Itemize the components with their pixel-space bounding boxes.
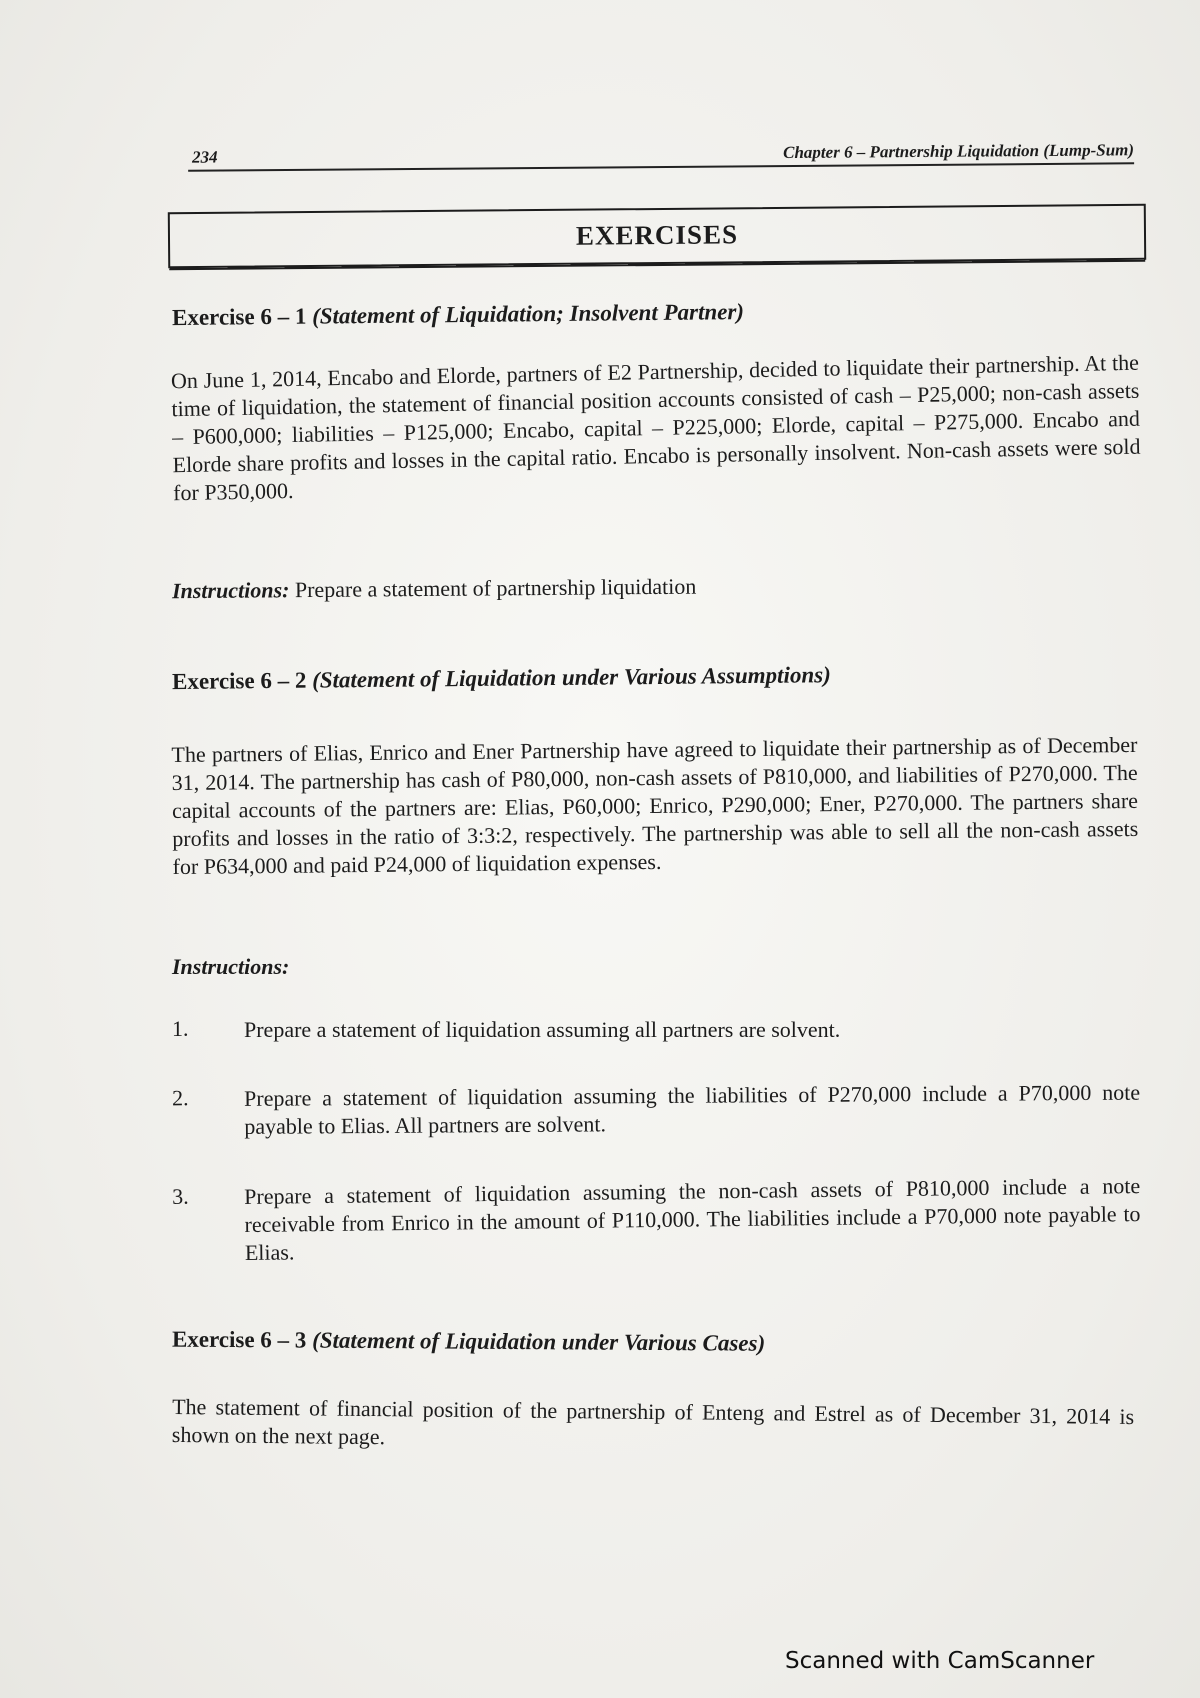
exercise-1-body <box>171 349 1142 508</box>
exercise-2-subtitle: (Statement of Liquidation under Various Assumptions) <box>311 662 831 693</box>
exercise-2-instructions-label: Instructions: <box>172 954 290 979</box>
exercise-3-title: Exercise 6 – 3 <box>171 1326 307 1353</box>
exercises-banner <box>168 204 1146 269</box>
exercise-1-paragraph: On June 1, 2014, Encabo and Elorde, partners of E2 Partnership, decided to liquidate their partnership. At the time of liquidation, the statement of financial position accounts consisted of cash – P25,000; non-cash assets – P600,000; liabilities – P125,000; Encabo, capital – P225,000; Elorde, capital – P275,000. Encabo and Elorde share profits and losses in the capital ratio. Encabo is personally insolvent. Non-cash assets were sold for P350,000. <box>170 349 1141 506</box>
exercise-2-title: Exercise 6 – 2 <box>171 667 307 695</box>
exercise-1-instructions-label: Instructions: <box>171 577 290 604</box>
list-item-number: 3. <box>172 1183 189 1209</box>
exercise-3-subtitle: (Statement of Liquidation under Various Cases) <box>312 1327 766 1356</box>
list-item <box>172 1172 1141 1266</box>
exercise-1-title: Exercise 6 – 1 <box>171 303 307 331</box>
exercise-1-heading <box>172 295 1140 331</box>
exercise-2-body <box>171 731 1138 881</box>
page-number: 234 <box>191 147 218 167</box>
exercise-2-paragraph: The partners of Elias, Enrico and Ener Partnership have agreed to liquidate their partnership as of December 31, 2014. The partnership has cash of P80,000, non-cash assets of P810,000, and liabilities of P270,000. The capital accounts of the partners are: Elias, P60,000; Enrico, P290,000; Ener, P270,000. The partners share profits and losses in the ratio of 3:3:2, respectively. The partnership was able to sell all the non-cash assets for P634,000 and paid P24,000 of liquidation expenses. <box>171 731 1139 880</box>
exercise-1-instructions <box>172 570 1140 604</box>
list-item-text: Prepare a statement of liquidation assuming the liabilities of P270,000 include a P70,000 note payable to Elias. All partners are solvent. <box>244 1079 1141 1139</box>
list-item-text: Prepare a statement of liquidation assuming all partners are solvent. <box>244 1017 841 1042</box>
exercise-2-heading <box>172 659 1140 695</box>
exercise-3-heading <box>172 1327 1140 1360</box>
page-header <box>188 126 1134 171</box>
exercises-heading: EXERCISES <box>575 219 739 251</box>
exercise-3-body <box>172 1393 1135 1459</box>
list-item-number: 2. <box>172 1085 189 1111</box>
exercise-1-subtitle: (Statement of Liquidation; Insolvent Partner) <box>311 299 745 329</box>
exercise-3-paragraph: The statement of financial position of the partnership of Enteng and Estrel as of December 31, 2014 is shown on the next page. <box>171 1393 1135 1450</box>
list-item-number: 1. <box>172 1016 189 1041</box>
exercise-2-instructions <box>172 954 1140 980</box>
list-item-text: Prepare a statement of liquidation assuming the non-cash assets of P810,000 include a note receivable from Enrico in the amount of P110,000. The liabilities include a P70,000 note payable to Elias. <box>244 1173 1141 1266</box>
scanner-watermark: Scanned with CamScanner <box>785 1648 1095 1674</box>
chapter-title: Chapter 6 – Partnership Liquidation (Lump-Sum) <box>783 140 1135 163</box>
list-item <box>172 1079 1141 1139</box>
exercise-1-instructions-text: Prepare a statement of partnership liquidation <box>294 573 697 603</box>
